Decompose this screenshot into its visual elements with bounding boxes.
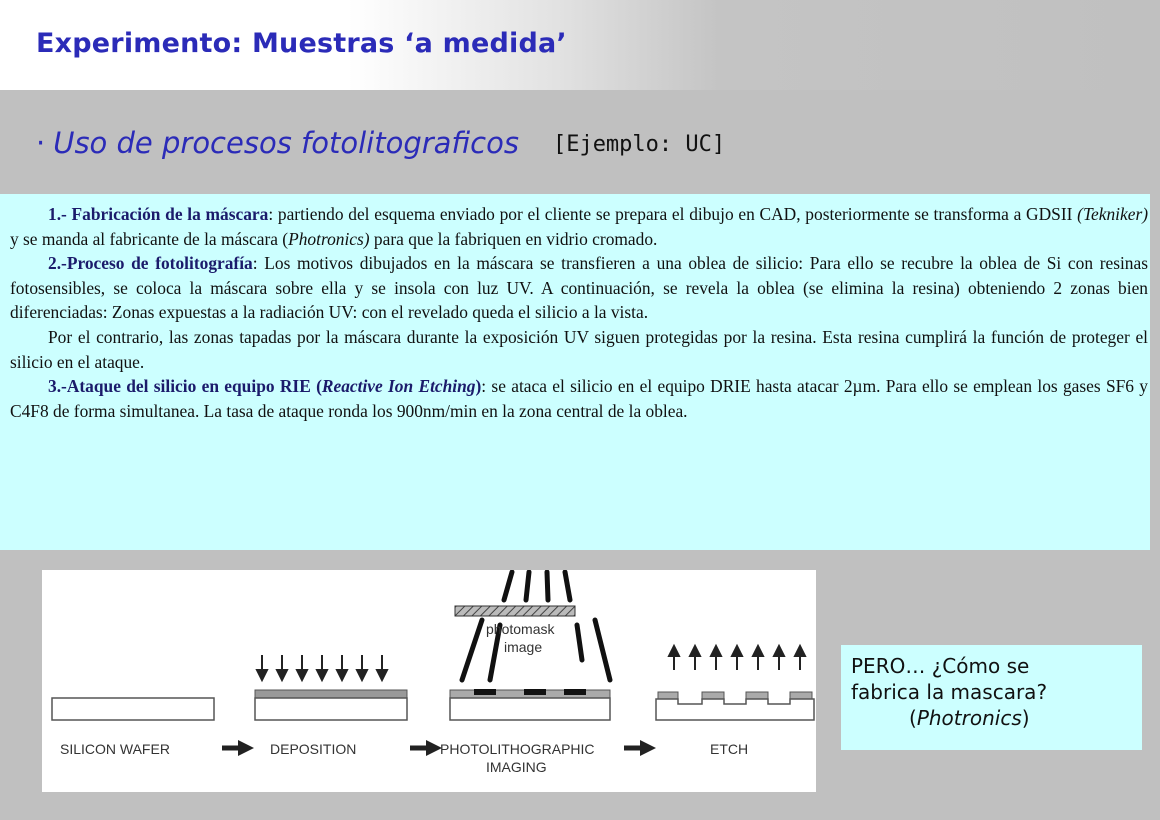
step-3-text: : se ataca el silicio en el equipo DRIE hasta atacar 2µm. Para ello se emplean los gases SF6 y C4F8 de forma simultanea. La tasa de ataque ronda los 900nm/min en la zona central de la oblea. (10, 376, 1148, 421)
mask-question-note (841, 645, 1142, 750)
label-photomask: photomask (486, 621, 555, 637)
process-arrow-3 (624, 740, 656, 756)
step-1-label: 1.- Fabricación de la máscara (48, 204, 269, 224)
step-2-label: 2.-Proceso de fotolitografía (48, 253, 253, 274)
step-3-label-c: ) (475, 376, 482, 397)
step-3-paragraph (10, 374, 1148, 423)
step-3-label-rie: Reactive Ion Etching (321, 376, 476, 397)
label-deposition: DEPOSITION (270, 741, 357, 757)
step-3-label (48, 376, 481, 396)
step-1-text-e: para que la fabriquen en vidrio cromado. (369, 228, 658, 249)
step-1-text-a: : partiendo del esquema enviado por el cliente se prepara el dibujo en CAD, posteriormente se transforma a GDSII (268, 204, 1078, 224)
exposed-pattern (474, 689, 586, 695)
process-diagram (42, 570, 816, 792)
note-paren-open: ( (909, 706, 917, 730)
label-etch: ETCH (710, 741, 749, 757)
process-arrow-1 (222, 740, 254, 756)
step-1-paragraph (10, 202, 1148, 251)
step-2-text: : Los motivos dibujados en la máscara se transfieren a una oblea de silicio: Para ello se recubre la oblea de Si con resinas fotosensibles, se coloca la máscara sobre ella y se insola con luz UV. A continuación, se revela la oblea (se elimina la resina) obteniendo 2 zonas bien diferenciadas: Zonas expuestas a la radiación UV: con el revelado queda el silicio a la vista. (10, 253, 1148, 323)
subtitle-example: [Ejemplo: UC] (552, 132, 726, 157)
process-arrow-2 (410, 740, 442, 756)
silicon-wafer (52, 698, 214, 720)
step-1-tekniker: (Tekniker) (1077, 204, 1148, 224)
uv-arrows-deposition (257, 655, 387, 680)
step-1-photronics: Photronics) (288, 228, 370, 249)
process-diagram-svg (42, 570, 816, 792)
photomask-plate (455, 606, 575, 616)
note-photronics: Photronics (916, 706, 1022, 730)
step-2-paragraph (10, 251, 1148, 325)
note-line-1: PERO… ¿Cómo se (851, 654, 1030, 678)
deposition-wafer (255, 698, 407, 720)
step-3-label-a: 3.-Ataque del silicio en equipo RIE ( (48, 376, 322, 397)
subtitle-bullet: · (36, 126, 46, 160)
step-2b-paragraph (10, 325, 1148, 374)
label-image: image (504, 639, 543, 655)
step-1-text-c: y se manda al fabricante de la máscara ( (10, 228, 289, 249)
label-silicon-wafer: SILICON WAFER (60, 741, 170, 757)
etched-features (658, 692, 812, 699)
slide-subtitle (36, 126, 725, 160)
deposited-layer (255, 690, 407, 698)
note-paren-close: ) (1021, 706, 1030, 730)
note-line-3 (851, 705, 1132, 731)
step-2b-text: Por el contrario, las zonas tapadas por la máscara durante la exposición UV siguen protegidas por la resina. Esta resina cumplirá la función de proteger el silicio en el ataque. (10, 326, 1148, 372)
slide-title: Experimento: Muestras ‘a medida’ (36, 28, 567, 59)
note-line-2: fabrica la mascara? (851, 680, 1048, 704)
photolitho-wafer (450, 698, 610, 720)
etched-wafer (656, 699, 814, 720)
subtitle-text: Uso de procesos fotolitograficos (53, 126, 519, 160)
process-description-box (0, 194, 1150, 550)
etch-arrows (669, 646, 805, 670)
label-photolithographic: PHOTOLITHOGRAPHIC (440, 741, 595, 757)
label-imaging: IMAGING (486, 759, 547, 775)
